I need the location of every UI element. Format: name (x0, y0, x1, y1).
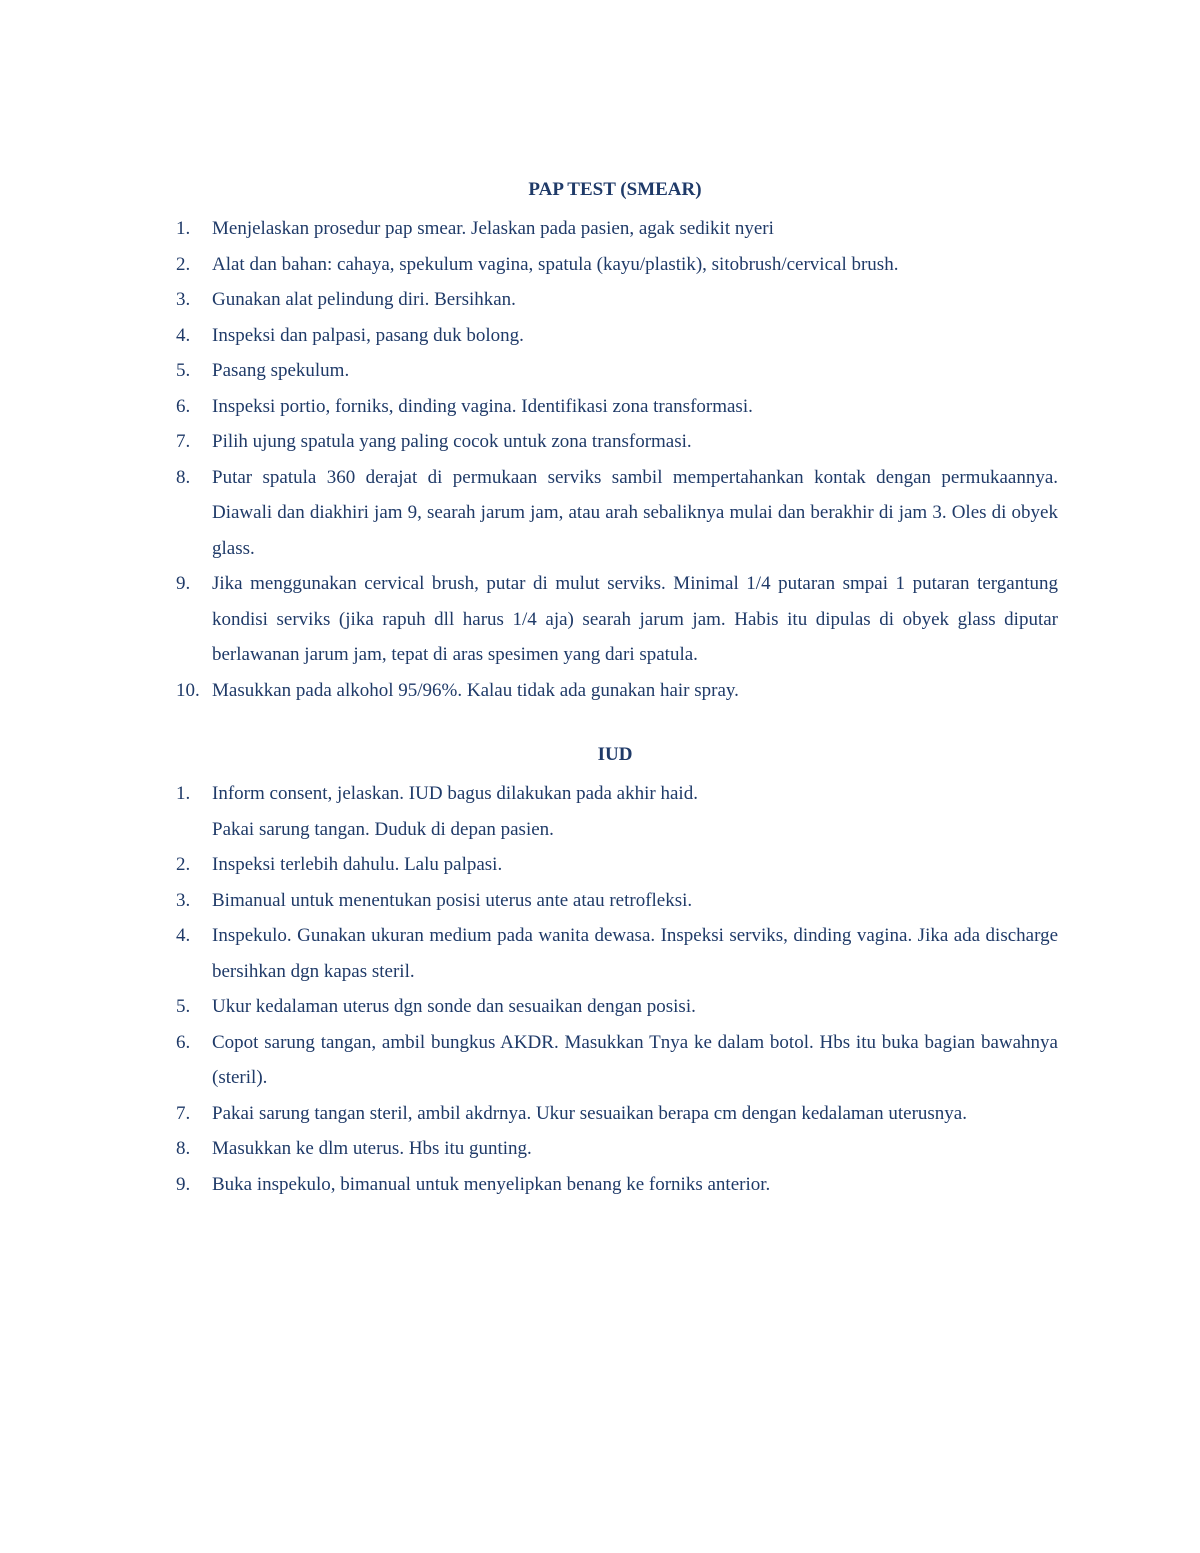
item-number: 5. (176, 996, 191, 1017)
item-number: 3. (176, 289, 191, 310)
list-item (172, 776, 1058, 847)
list-item (172, 883, 1058, 919)
item-text: Inform consent, jelaskan. IUD bagus dilakukan pada akhir haid. (212, 783, 698, 804)
item-text: Inspeksi portio, forniks, dinding vagina. Identifikasi zona transformasi. (212, 395, 753, 417)
section-pap-test (172, 176, 1058, 708)
list-item (172, 282, 1058, 318)
list-item (172, 247, 1058, 283)
item-text: Inspekulo. Gunakan ukuran medium pada wanita dewasa. Inspeksi serviks, dinding vagina. Jika ada discharge bersihkan dgn kapas steril. (212, 925, 1058, 982)
list-item (172, 673, 1058, 709)
item-number: 7. (176, 1102, 191, 1124)
item-text: Jika menggunakan cervical brush, putar di mulut serviks. Minimal 1/4 putaran smpai 1 putaran tergantung kondisi serviks (jika rapuh dll harus 1/4 aja) searah jarum jam. Habis itu dipulas di obyek glass diputar berlawanan jarum jam, tepat di aras spesimen yang dari spatula. (212, 573, 1058, 665)
item-text: Masukkan pada alkohol 95/96%. Kalau tidak ada gunakan hair spray. (212, 679, 739, 701)
item-number: 9. (176, 573, 191, 594)
item-number: 9. (176, 1173, 191, 1195)
item-text: Bimanual untuk menentukan posisi uterus ante atau retrofleksi. (212, 889, 693, 911)
list-item (172, 211, 1058, 247)
item-number: 2. (176, 253, 191, 275)
item-text: Buka inspekulo, bimanual untuk menyelipkan benang ke forniks anterior. (212, 1173, 771, 1195)
item-text: Pilih ujung spatula yang paling cocok untuk zona transformasi. (212, 431, 692, 452)
item-text: Ukur kedalaman uterus dgn sonde dan sesuaikan dengan posisi. (212, 996, 696, 1017)
list-item (172, 389, 1058, 425)
list-item (172, 847, 1058, 883)
item-number: 1. (176, 783, 191, 804)
item-number: 8. (176, 466, 191, 488)
list-item (172, 1167, 1058, 1203)
list-item (172, 566, 1058, 673)
item-text: Pakai sarung tangan steril, ambil akdrnya. Ukur sesuaikan berapa cm dengan kedalaman uterusnya. (212, 1102, 967, 1124)
section-title: IUD (597, 744, 633, 765)
item-number: 4. (176, 324, 191, 346)
item-number: 1. (176, 218, 191, 239)
list-item (172, 1131, 1058, 1167)
item-text: Masukkan ke dlm uterus. Hbs itu gunting. (212, 1138, 532, 1159)
list-item (172, 989, 1058, 1025)
section-title: PAP TEST (SMEAR) (528, 179, 702, 200)
item-text: Putar spatula 360 derajat di permukaan serviks sambil mempertahankan kontak dengan permukaannya. Diawali dan diakhiri jam 9, searah jarum jam, atau arah sebaliknya mulai dan berakhir di jam 3. Oles di obyek glass. (212, 466, 1058, 559)
item-number: 2. (176, 854, 191, 875)
item-number: 10. (176, 679, 200, 701)
item-number: 6. (176, 395, 191, 417)
list-item (172, 353, 1058, 389)
item-number: 3. (176, 889, 191, 911)
item-text: Pasang spekulum. (212, 360, 350, 381)
item-number: 8. (176, 1138, 191, 1159)
list-item (172, 424, 1058, 460)
list-item (172, 460, 1058, 567)
item-number: 4. (176, 925, 191, 946)
list-item (172, 318, 1058, 354)
list-item (172, 1096, 1058, 1132)
item-text: Menjelaskan prosedur pap smear. Jelaskan pada pasien, agak sedikit nyeri (212, 218, 774, 239)
section-iud (172, 741, 1058, 1202)
item-number: 6. (176, 1031, 191, 1053)
item-text: Alat dan bahan: cahaya, spekulum vagina, spatula (kayu/plastik), sitobrush/cervical brush. (212, 253, 899, 275)
item-text: Inspeksi dan palpasi, pasang duk bolong. (212, 324, 524, 346)
item-text: Copot sarung tangan, ambil bungkus AKDR. Masukkan Tnya ke dalam botol. Hbs itu buka bagian bawahnya (steril). (212, 1031, 1058, 1088)
item-text: Inspeksi terlebih dahulu. Lalu palpasi. (212, 854, 503, 875)
item-text-continued: Pakai sarung tangan. Duduk di depan pasien. (212, 818, 554, 840)
item-number: 5. (176, 360, 191, 381)
step-list (172, 211, 1058, 708)
item-number: 7. (176, 431, 191, 452)
list-item (172, 1025, 1058, 1096)
item-text: Gunakan alat pelindung diri. Bersihkan. (212, 289, 516, 310)
step-list (172, 776, 1058, 1202)
list-item (172, 918, 1058, 989)
